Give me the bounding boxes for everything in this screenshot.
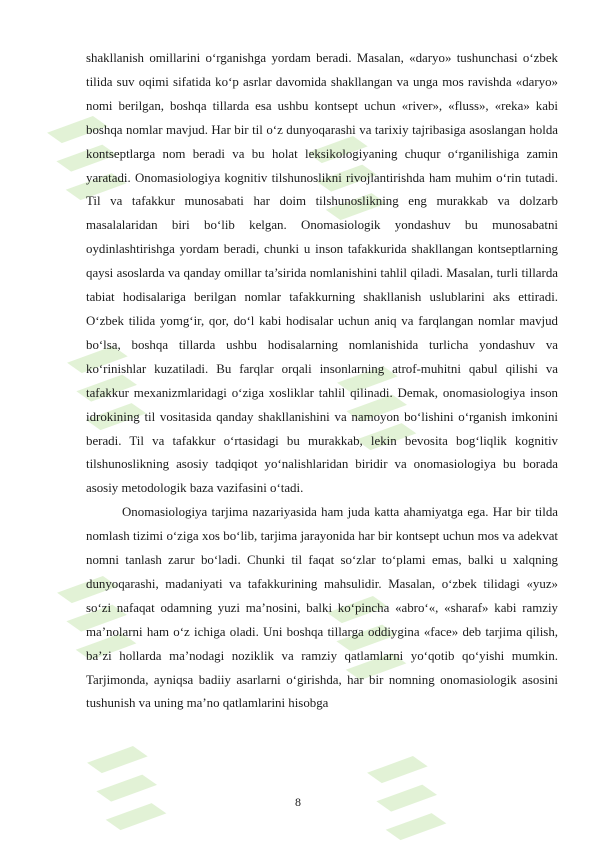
- page-body: [86, 47, 558, 716]
- paragraph-2: Onomasiologiya tarjima nazariyasida ham juda katta ahamiyatga ega. Har bir tilda nomlash tizimi o‘ziga xos bo‘lib, tarjima jarayonida har bir kontsept uchun mos va adekvat nomni tanlash zarur bo‘ladi. Chunki til faqat so‘zlar to‘plami emas, balki u xalqning dunyoqarashi, madaniyati va tafakkurining mahsulidir. Masalan, o‘zbek tilidagi «yuz» so‘zi nafaqat odamning yuzi ma’nosini, balki ko‘pincha «abro‘«, «sharaf» kabi ramziy ma’nolarni ham o‘z ichiga oladi. Uni boshqa tillarga oddiygina «face» deb tarjima qilish, ba’zi hollarda ma’nodagi noziklik va ramziy qatlamlarni yo‘qotib qo‘yishi mumkin. Tarjimonda, ayniqsa badiiy asarlarni o‘girishda, har bir nomning onomasiologik asosini tushunish va uning ma’no qatlamlarini hisobga: [86, 505, 558, 711]
- paragraph-1: shakllanish omillarini o‘rganishga yordam beradi. Masalan, «daryo» tushunchasi o‘zbek tilida suv oqimi sifatida ko‘p asrlar davomida shakllangan va unga mos ravishda «daryo» nomi berilgan, boshqa tillarda esa ushbu kontsept uchun «river», «fluss», «reka» kabi boshqa nomlar mavjud. Har bir til o‘z dunyoqarashi va tarixiy tajribasiga asoslangan holda kontseptlarga nom beradi va bu holat leksikologiyaning chuqur o‘rganilishiga zamin yaratadi. Onomasiologiya kognitiv tilshunoslikni rivojlantirishda ham muhim o‘rin tutadi. Til va tafakkur munosabati har doim tilshunoslikning eng murakkab va dolzarb masalalaridan biri bo‘lib kelgan. Onomasiologik yondashuv bu munosabatni oydinlashtirishga yordam beradi, chunki u inson tafakkurida shakllangan kontseptlarning qaysi asoslarda va qanday omillar ta’sirida nomlanishini tahlil qiladi. Masalan, turli tillarda tabiat hodisalariga berilgan nomlar tafakkurning shakllanish uslublarini aks ettiradi. O‘zbek tilida yomg‘ir, qor, do‘l kabi hodisalar uchun aniq va farqlangan nomlar mavjud bo‘lsa, boshqa tillarda ushbu hodisalarning nomlanishida turlicha yondashuv va ko‘rinishlar kuzatiladi. Bu farqlar orqali insonlarning atrof-muhitni qabul qilishi va tafakkur mexanizmlaridagi o‘ziga xosliklar tahlil qilinadi. Demak, onomasiologiya inson idrokining til vositasida qanday shakllanishini va namoyon bo‘lishini o‘rganish imkonini beradi. Til va tafakkur o‘rtasidagi bu murakkab, lekin bevosita bog‘liqlik kognitiv tilshunoslikning asosiy tadqiqot yo‘nalishlaridan biridir va onomasiologiya bu borada asosiy metodologik baza vazifasini o‘tadi.: [86, 51, 558, 496]
- page-number: 8: [295, 795, 301, 809]
